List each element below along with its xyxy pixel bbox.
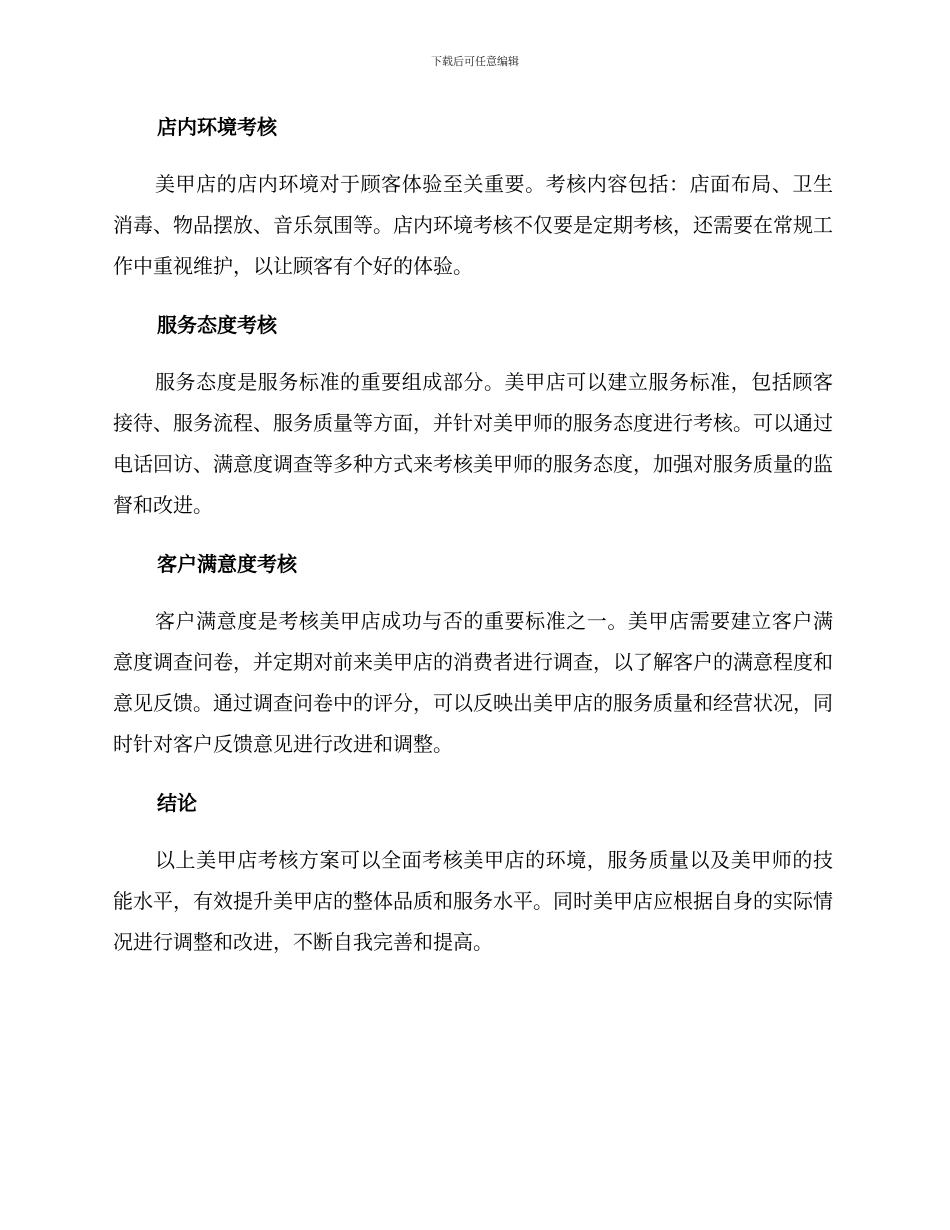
section-conclusion [113,786,833,963]
page-header: 下载后可任意编辑 [431,55,519,68]
section-customer-satisfaction [113,547,833,765]
section-environment [113,110,833,287]
section-paragraph: 美甲店的店内环境对于顾客体验至关重要。考核内容包括：店面布局、卫生消毒、物品摆放、音乐氛围等。店内环境考核不仅要是定期考核，还需要在常规工作中重视维护，以让顾客有个好的体验。 [113,172,833,278]
section-paragraph: 客户满意度是考核美甲店成功与否的重要标准之一。美甲店需要建立客户满意度调查问卷，并定期对前来美甲店的消费者进行调查，以了解客户的满意程度和意见反馈。通过调查问卷中的评分，可以反映出美甲店的服务质量和经营状况，同时针对客户反馈意见进行改进和调整。 [113,609,833,756]
section-service-attitude [113,308,833,526]
section-paragraph: 服务态度是服务标准的重要组成部分。美甲店可以建立服务标准，包括顾客接待、服务流程、服务质量等方面，并针对美甲师的服务态度进行考核。可以通过电话回访、满意度调查等多种方式来考核美甲师的服务态度，加强对服务质量的监督和改进。 [113,370,833,517]
section-paragraph: 以上美甲店考核方案可以全面考核美甲店的环境，服务质量以及美甲师的技能水平，有效提升美甲店的整体品质和服务水平。同时美甲店应根据自身的实际情况进行调整和改进，不断自我完善和提高。 [113,848,833,954]
section-heading: 结论 [157,791,197,815]
section-heading: 客户满意度考核 [157,552,297,576]
section-heading: 店内环境考核 [157,115,277,139]
section-heading: 服务态度考核 [157,313,277,337]
document-body [113,110,833,984]
